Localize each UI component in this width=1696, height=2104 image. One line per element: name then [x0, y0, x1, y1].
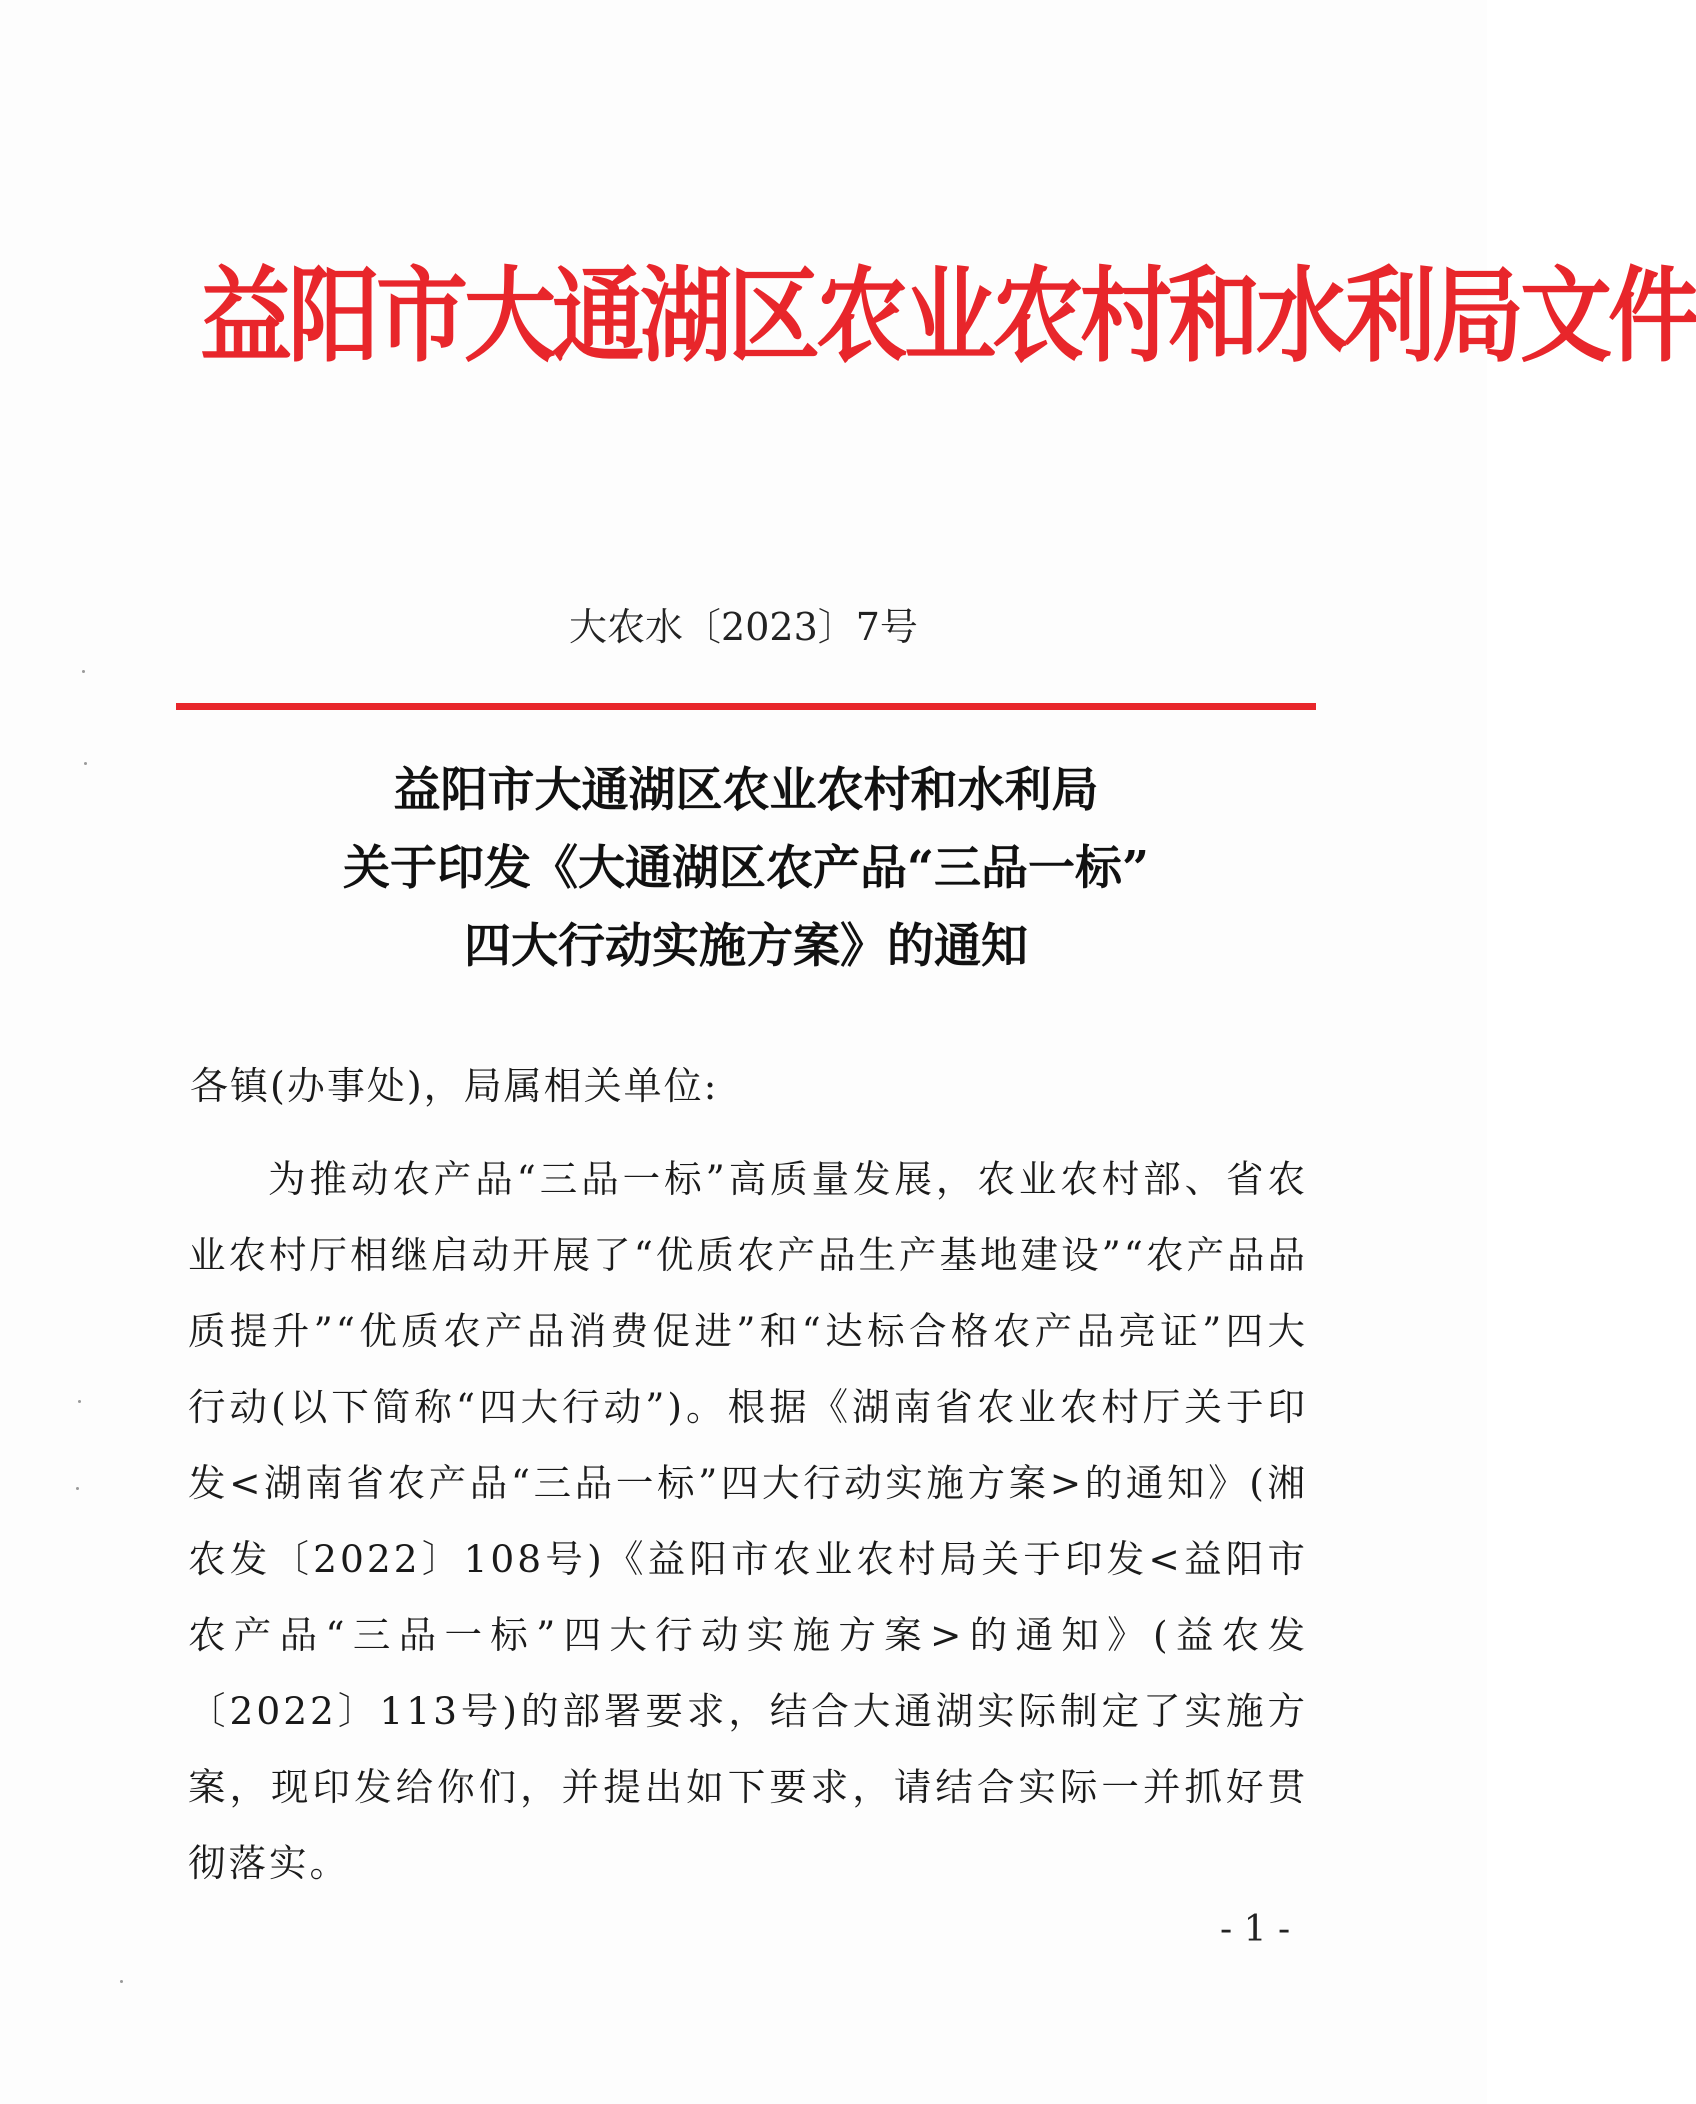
notice-title-line-3: 四大行动实施方案》的通知 — [464, 919, 1028, 974]
notice-title — [176, 752, 1316, 986]
notice-title-line-1: 益阳市大通湖区农业农村和水利局 — [393, 763, 1099, 818]
scan-speck — [84, 762, 87, 765]
scan-speck — [120, 1980, 123, 1983]
page-number: - 1 - — [1220, 1909, 1291, 1950]
scan-speck — [82, 670, 85, 673]
body-paragraph: 为推动农产品“三品一标”高质量发展，农业农村部、省农业农村厅相继启动开展了“优质农产品生产基地建设”“农产品品质提升”“优质农产品消费促进”和“达标合格农产品亮证”四大行动(以下简称“四大行动”)。根据《湖南省农业农村厅关于印发<湖南省农产品“三品一标”四大行动实施方案>的通知》(湘农发〔2022〕108号)《益阳市农业农村局关于印发<益阳市农产品“三品一标”四大行动实施方案>的通知》(益农发〔2022〕113号)的部署要求，结合大通湖实际制定了实施方案，现印发给你们，并提出如下要求，请结合实际一并抓好贯彻落实。 — [188, 1157, 1308, 1885]
scan-speck — [76, 1487, 79, 1490]
notice-title-line-2: 关于印发《大通湖区农产品“三品一标” — [342, 841, 1150, 896]
salutation: 各镇(办事处)，局属相关单位: — [190, 1064, 719, 1108]
scan-speck — [78, 1400, 81, 1403]
document-number: 大农水〔2023〕7号 — [569, 605, 918, 649]
masthead-title: 益阳市大通湖区农业农村和水利局文件 — [200, 256, 1696, 376]
red-separator-rule — [176, 703, 1316, 710]
